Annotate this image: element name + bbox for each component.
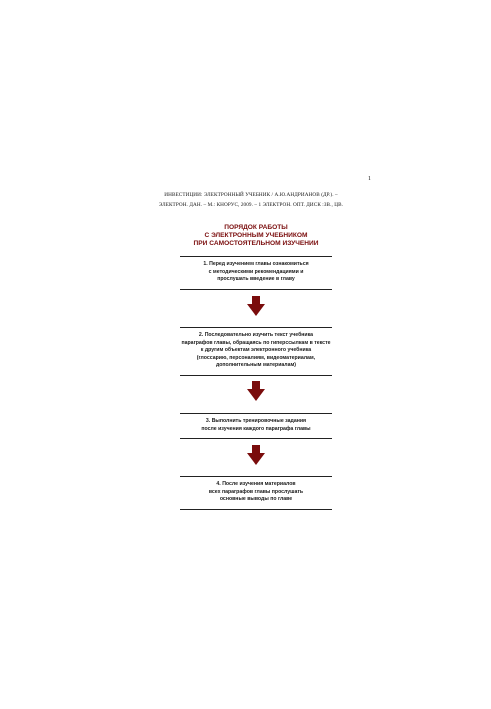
down-arrow-icon	[247, 296, 265, 316]
title-line: ПРИ САМОСТОЯТЕЛЬНОМ ИЗУЧЕНИИ	[193, 240, 319, 247]
step-3-block	[180, 413, 332, 439]
divider	[180, 438, 332, 439]
page-title	[150, 224, 362, 248]
divider	[180, 375, 332, 376]
step-line: дополнительным материалам)	[215, 362, 297, 368]
down-arrow-icon	[247, 381, 265, 401]
step-line: прослушать введение в главу	[217, 276, 295, 282]
step-line: 4. После изучения материалов	[216, 481, 296, 487]
title-line: С ЭЛЕКТРОННЫМ УЧЕБНИКОМ	[204, 232, 308, 239]
citation-line: ИНВЕСТИЦИИ: ЭЛЕКТРОННЫЙ УЧЕБНИК / А.Ю.АНДРИАНОВ (ДР.). –	[164, 192, 338, 198]
step-1-block	[180, 256, 332, 290]
step-2-text	[180, 328, 332, 375]
step-line: с методическими рекомендациями и	[208, 268, 304, 275]
down-arrow-icon	[247, 445, 265, 465]
step-line: 3. Выполнить тренировочные задания	[205, 418, 307, 424]
step-4-text	[180, 477, 332, 509]
step-line: параграфов главы, обращаясь по гиперссылкам в тексте	[181, 339, 331, 346]
citation	[120, 190, 382, 210]
divider	[180, 509, 332, 510]
step-line: всех параграфов главы прослушать	[208, 488, 304, 495]
step-3-text	[180, 414, 332, 438]
divider	[180, 289, 332, 290]
title-line: ПОРЯДОК РАБОТЫ	[224, 224, 288, 231]
step-4-block	[180, 476, 332, 510]
citation-line: ЭЛЕКТРОН. ДАН. – М.: КНОРУС, 2009. – 1 ЭЛЕКТРОН. ОПТ. ДИСК :ЗВ., ЦВ.	[158, 202, 344, 208]
step-1-text	[180, 257, 332, 289]
step-line: (глоссарию, персоналиям, видеоматериалам,	[196, 354, 316, 361]
step-line: 2. Последовательно изучить текст учебника	[198, 332, 314, 338]
page-number: 1	[368, 176, 371, 182]
step-line: 1. Перед изучением главы ознакомиться	[203, 261, 309, 267]
step-line: к другим объектам электронного учебника	[200, 347, 312, 353]
step-line: после изучения каждого параграфа главы	[201, 425, 311, 432]
step-line: основные выводы по главе	[219, 496, 293, 502]
step-2-block	[180, 327, 332, 376]
